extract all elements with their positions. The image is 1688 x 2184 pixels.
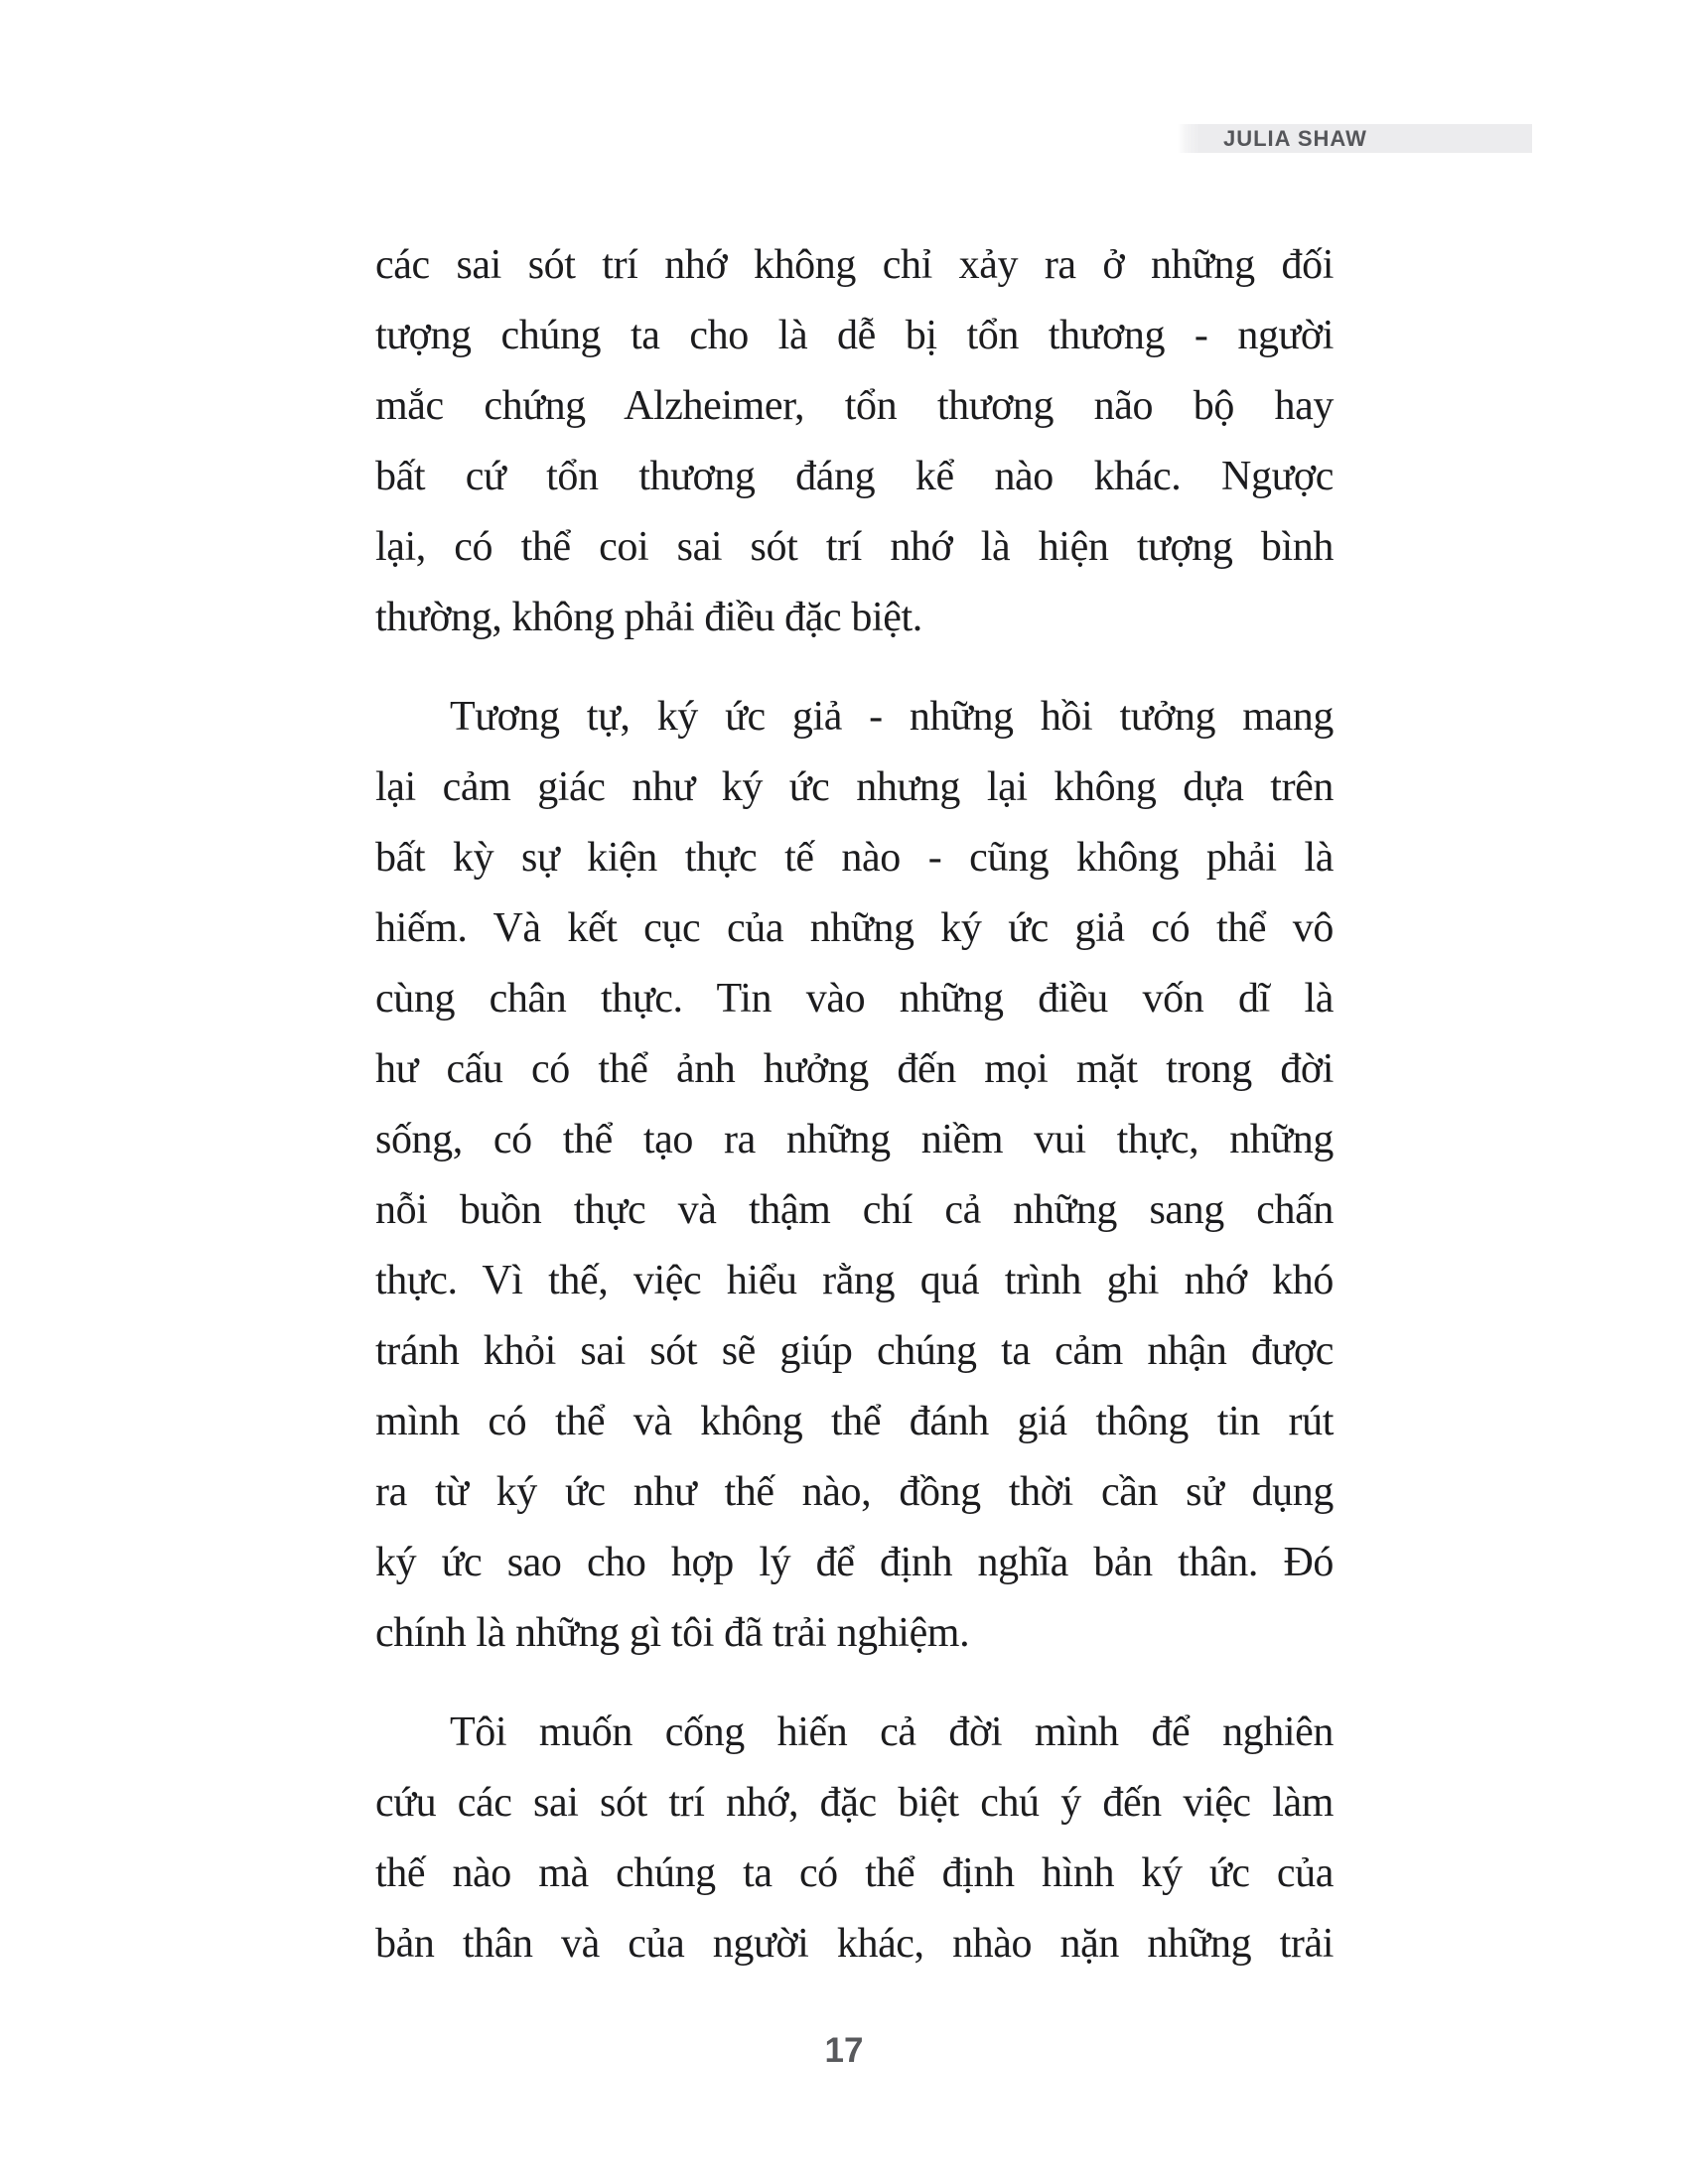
- page-number: 17: [824, 2031, 864, 2070]
- text-line: chính là những gì tôi đã trải nghiệm.: [375, 1610, 970, 1656]
- text-line: mắc chứng Alzheimer, tổn thương não bộ hay: [375, 383, 1334, 429]
- text-line: hiếm. Và kết cục của những ký ức giả có thể vô: [375, 905, 1334, 951]
- paragraph: [375, 682, 1334, 1669]
- text-line: bất kỳ sự kiện thực tế nào - cũng không phải là: [375, 835, 1334, 881]
- paragraph: [375, 1698, 1334, 1979]
- running-header-band: [1178, 124, 1532, 153]
- body-text: [375, 230, 1334, 1979]
- text-line: nỗi buồn thực và thậm chí cả những sang chấn: [375, 1187, 1334, 1233]
- text-line: thực. Vì thế, việc hiểu rằng quá trình ghi nhớ khó: [375, 1258, 1334, 1303]
- author-name: JULIA SHAW: [1223, 126, 1367, 151]
- text-line: tượng chúng ta cho là dễ bị tổn thương - người: [375, 313, 1334, 358]
- text-line: mình có thể và không thể đánh giá thông tin rút: [375, 1399, 1334, 1444]
- text-line: lại cảm giác như ký ức nhưng lại không dựa trên: [375, 764, 1334, 810]
- text-line: hư cấu có thể ảnh hưởng đến mọi mặt trong đời: [375, 1046, 1334, 1092]
- text-line: cứu các sai sót trí nhớ, đặc biệt chú ý đến việc làm: [375, 1780, 1334, 1826]
- paragraph: [375, 230, 1334, 653]
- text-line: bất cứ tổn thương đáng kể nào khác. Ngược: [375, 454, 1334, 499]
- text-line: thường, không phải điều đặc biệt.: [375, 595, 922, 640]
- text-line: các sai sót trí nhớ không chỉ xảy ra ở những đối: [375, 242, 1334, 288]
- text-line: Tương tự, ký ức giả - những hồi tưởng mang: [450, 694, 1334, 740]
- text-line: sống, có thể tạo ra những niềm vui thực, những: [375, 1117, 1334, 1162]
- text-line: cùng chân thực. Tin vào những điều vốn dĩ là: [375, 976, 1334, 1022]
- text-line: bản thân và của người khác, nhào nặn những trải: [375, 1921, 1334, 1967]
- text-line: Tôi muốn cống hiến cả đời mình để nghiên: [450, 1709, 1334, 1755]
- text-line: lại, có thể coi sai sót trí nhớ là hiện tượng bình: [375, 524, 1334, 570]
- text-line: thế nào mà chúng ta có thể định hình ký ức của: [375, 1850, 1334, 1896]
- text-line: ra từ ký ức như thế nào, đồng thời cần sử dụng: [375, 1469, 1334, 1515]
- text-line: ký ức sao cho hợp lý để định nghĩa bản thân. Đó: [375, 1540, 1334, 1585]
- text-line: tránh khỏi sai sót sẽ giúp chúng ta cảm nhận được: [375, 1328, 1334, 1374]
